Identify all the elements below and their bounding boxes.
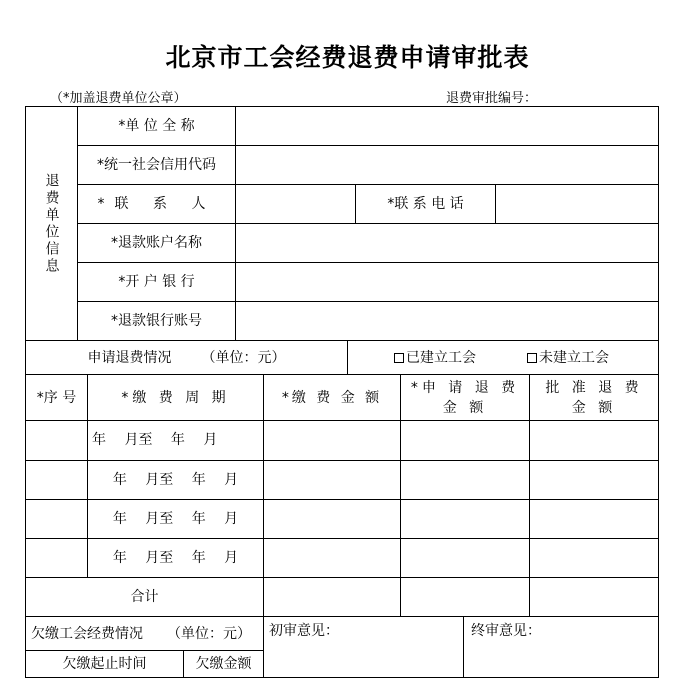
- total-label: 合计: [130, 589, 159, 605]
- apply-section-label: 申请退费情况 （单位：元）: [87, 349, 286, 366]
- bank-label: *开 户 银 行: [118, 274, 195, 290]
- account-no-field[interactable]: [236, 302, 658, 340]
- header-period: *缴 费 周 期: [121, 389, 230, 406]
- union-established-option[interactable]: 已建立工会: [394, 341, 504, 374]
- header-serial-no: *序 号: [36, 389, 77, 406]
- credit-code-label: *统一社会信用代码: [97, 157, 216, 173]
- form-title: 北京市工会经费退费申请审批表: [165, 43, 530, 72]
- phone-field[interactable]: [496, 185, 658, 223]
- period-cell[interactable]: 年 月至 年 月: [112, 550, 239, 566]
- table-border-bottom: [25, 677, 659, 678]
- unit-info-section-label: 退费单位信息: [43, 172, 60, 275]
- contact-field[interactable]: [236, 185, 355, 223]
- arrears-period-label: 欠缴起止时间: [62, 656, 147, 672]
- final-review-opinion[interactable]: 终审意见：: [471, 623, 541, 639]
- header-paid-amount: *缴 费 金 额: [281, 389, 383, 406]
- union-not-established-option[interactable]: 未建立工会: [527, 341, 655, 374]
- unit-name-field[interactable]: [236, 107, 658, 145]
- header-requested-refund: *申 请 退 费 金 额: [410, 379, 520, 416]
- checkbox-icon[interactable]: [394, 353, 404, 363]
- grid-line: [347, 340, 348, 374]
- unit-name-label: *单 位 全 称: [118, 118, 195, 134]
- arrears-section-label: 欠缴工会经费情况 （单位：元）: [31, 625, 251, 642]
- period-cell[interactable]: 年 月至 年 月: [112, 472, 239, 488]
- bank-field[interactable]: [236, 263, 658, 301]
- period-cell[interactable]: 年 月至 年 月: [92, 432, 218, 448]
- contact-label: *联 系 人: [97, 196, 216, 212]
- arrears-amount-label: 欠缴金额: [195, 656, 252, 672]
- stamp-note: （*加盖退费单位公章）: [50, 91, 187, 106]
- header-approved-refund: 批 准 退 费 金 额: [545, 379, 643, 416]
- account-name-label: *退款账户名称: [111, 235, 202, 251]
- account-name-field[interactable]: [236, 224, 658, 262]
- grid-line: [463, 616, 464, 678]
- account-no-label: *退款银行账号: [111, 313, 202, 329]
- checkbox-icon[interactable]: [527, 353, 537, 363]
- phone-label: *联 系 电 话: [387, 196, 464, 212]
- table-border-right: [658, 106, 659, 678]
- first-review-opinion[interactable]: 初审意见：: [269, 623, 339, 639]
- period-cell[interactable]: 年 月至 年 月: [112, 511, 239, 527]
- approval-number-label: 退费审批编号：: [446, 91, 538, 106]
- credit-code-field[interactable]: [236, 146, 658, 184]
